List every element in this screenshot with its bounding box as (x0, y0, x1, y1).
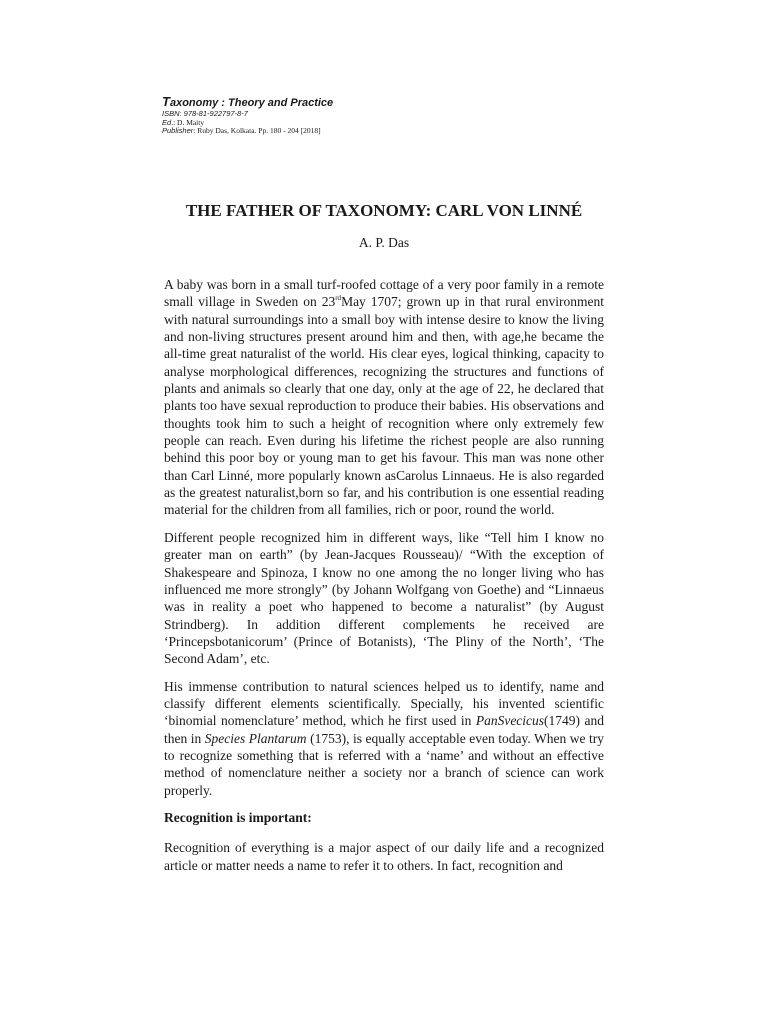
paragraph-1-part-a: A baby was born in a small turf-roofed cottage of a very poor family in a remote small village in Sweden on 23 (164, 277, 604, 310)
paragraph-3-part-b: (1749) and then in (164, 713, 605, 746)
paragraph-3 (164, 678, 604, 799)
publisher-line (162, 127, 462, 136)
paragraph-2: Different people recognized him in different ways, like “Tell him I know no greater man on earth” (by Jean-Jacques Rousseau)/ “With the exception of Shakespeare and Spinoza, I know no one among the no longer living who has influenced me more strongly” (by Johann Wolfgang von Goethe) and “Linnaeus was in reality a poet who happened to become a naturalist” (by August Strindberg). In addition different complements he received are ‘Princepsbotanicorum’ (Prince of Botanists), ‘The Pliny of the North’, ‘The Second Adam’, etc. (164, 529, 604, 667)
paragraph-3-part-a: His immense contribution to natural sciences helped us to identify, name and classify different elements scientifically. Specially, his invented scientific ‘binomial nomenclature’ method, which he first used in (164, 678, 604, 729)
article-title: THE FATHER OF TAXONOMY: CARL VON LINNÉ (185, 201, 583, 220)
book-title-species-plantarum: Species Plantarum (204, 730, 307, 746)
paragraph-4: Recognition of everything is a major aspect of our daily life and a recognized article or matter needs a name to refer it to others. In fact, recognition and (164, 840, 604, 873)
ordinal-superscript: rd (335, 294, 342, 303)
editor-label: Ed (162, 117, 172, 127)
publisher-label: Publisher (162, 126, 194, 136)
section-heading: Recognition is important: (164, 809, 312, 825)
isbn-line: ISBN: 978-81-922797-8-7 (162, 109, 248, 118)
book-citation-block (162, 95, 462, 136)
publisher-value: : Ruby Das, Kolkata. Pp. 180 - 204 [2018] (193, 126, 321, 136)
article-author: A. P. Das (358, 235, 410, 250)
book-series-title (162, 95, 462, 110)
paragraph-1-part-b: May 1707; grown up in that rural environment with natural surroundings into a small boy with intense desire to know the living and non-living structures present around him and then, with age,he became the all-time great naturalist of the world. His clear eyes, logical thinking, capacity to analyse morphological differences, recognizing the structures and functions of plants and animals so clearly that one day, only at the age of 22, he declared that plants too have sexual reproduction to produce their babies. His observations and thoughts took him to such a height of recognition where only extremely few people can reach. Even during his lifetime the richest people are also running behind this poor boy or young man to get his favour. This man was none other than Carl Linné, more popularly known asCarolus Linnaeus. He is also regarded as the greatest naturalist,born so far, and his contribution is one essential reading material for the children from all families, rich or poor, round the world. (164, 294, 604, 518)
paragraph-3-part-c: (1753), is equally acceptable even today. When we try to recognize something that is referred with a ‘name’ and without an effective method of nomenclature neither a society nor a branch of science can work properly. (164, 730, 605, 798)
article-body (164, 276, 604, 884)
series-title-rest: axonomy : Theory and Practice (169, 97, 334, 109)
paragraph-1 (164, 276, 604, 519)
series-initial: T (162, 94, 170, 109)
book-title-pansvecicus: PanSvecicus (475, 713, 545, 729)
editor-value: .: D. Maity (171, 117, 205, 127)
